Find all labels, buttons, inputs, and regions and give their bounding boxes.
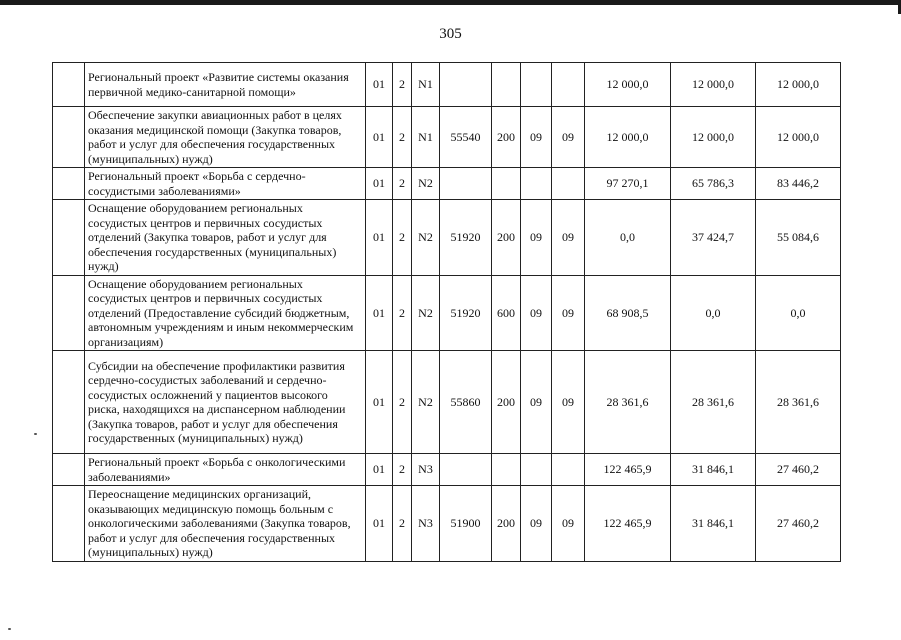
scan-top-border xyxy=(0,0,901,5)
row-description: Обеспечение закупки авиационных работ в целях оказания медицинской помощи (Закупка товаров, работ и услуг для обеспечения государственных (муниципальных) нужд) xyxy=(85,107,366,168)
row-description: Субсидии на обеспечение профилактики развития сердечно-сосудистых заболеваний и сердечно-сосудистых осложнений у пациентов высокого риска, находящихся на диспансерном наблюдении (Закупка товаров, работ и услуг для обеспечения государственных (муниципальных) нужд) xyxy=(85,351,366,454)
code-cell: N2 xyxy=(412,168,440,200)
code-cell: 51920 xyxy=(440,200,492,276)
code-cell: 09 xyxy=(521,351,552,454)
blank-cell xyxy=(53,107,85,168)
amount-cell: 68 908,5 xyxy=(585,275,671,351)
code-cell xyxy=(521,454,552,486)
code-cell: 51920 xyxy=(440,275,492,351)
code-cell: 01 xyxy=(366,351,393,454)
blank-cell xyxy=(53,351,85,454)
amount-cell: 27 460,2 xyxy=(756,454,841,486)
row-description: Оснащение оборудованием региональных сосудистых центров и первичных сосудистых отделений (Закупка товаров, работ и услуг для обеспечения государственных (муниципальных) нужд) xyxy=(85,200,366,276)
blank-cell xyxy=(53,200,85,276)
code-cell: N1 xyxy=(412,63,440,107)
code-cell xyxy=(440,168,492,200)
code-cell: 51900 xyxy=(440,486,492,562)
code-cell xyxy=(552,168,585,200)
code-cell: 55860 xyxy=(440,351,492,454)
amount-cell: 28 361,6 xyxy=(756,351,841,454)
scan-speck xyxy=(34,433,37,435)
code-cell: 200 xyxy=(492,486,521,562)
code-cell: 2 xyxy=(393,275,412,351)
amount-cell: 122 465,9 xyxy=(585,486,671,562)
amount-cell: 0,0 xyxy=(585,200,671,276)
table-row xyxy=(53,454,841,486)
code-cell: 2 xyxy=(393,200,412,276)
code-cell: 2 xyxy=(393,351,412,454)
code-cell: 01 xyxy=(366,275,393,351)
code-cell: 09 xyxy=(521,107,552,168)
row-description: Переоснащение медицинских организаций, оказывающих медицинскую помощь больным с онкологическими заболеваниями (Закупка товаров, работ и услуг для обеспечения государственных (муниципальных) нужд) xyxy=(85,486,366,562)
table-row xyxy=(53,486,841,562)
table-row xyxy=(53,200,841,276)
scan-speck xyxy=(8,628,11,630)
amount-cell: 122 465,9 xyxy=(585,454,671,486)
blank-cell xyxy=(53,454,85,486)
amount-cell: 12 000,0 xyxy=(671,63,756,107)
code-cell xyxy=(552,454,585,486)
code-cell: N2 xyxy=(412,351,440,454)
code-cell xyxy=(521,63,552,107)
amount-cell: 31 846,1 xyxy=(671,486,756,562)
code-cell: 2 xyxy=(393,168,412,200)
code-cell: N1 xyxy=(412,107,440,168)
code-cell: 200 xyxy=(492,200,521,276)
table-row xyxy=(53,168,841,200)
row-description: Региональный проект «Развитие системы оказания первичной медико-санитарной помощи» xyxy=(85,63,366,107)
amount-cell: 83 446,2 xyxy=(756,168,841,200)
code-cell xyxy=(552,63,585,107)
code-cell: 600 xyxy=(492,275,521,351)
code-cell xyxy=(440,454,492,486)
amount-cell: 12 000,0 xyxy=(671,107,756,168)
amount-cell: 12 000,0 xyxy=(585,63,671,107)
code-cell: 01 xyxy=(366,107,393,168)
amount-cell: 55 084,6 xyxy=(756,200,841,276)
amount-cell: 12 000,0 xyxy=(756,63,841,107)
code-cell: 09 xyxy=(521,486,552,562)
code-cell: 09 xyxy=(552,486,585,562)
code-cell: N2 xyxy=(412,275,440,351)
blank-cell xyxy=(53,275,85,351)
code-cell: 01 xyxy=(366,168,393,200)
code-cell: N3 xyxy=(412,454,440,486)
code-cell: 01 xyxy=(366,63,393,107)
code-cell: 09 xyxy=(552,351,585,454)
amount-cell: 97 270,1 xyxy=(585,168,671,200)
code-cell: N3 xyxy=(412,486,440,562)
code-cell: 200 xyxy=(492,107,521,168)
amount-cell: 27 460,2 xyxy=(756,486,841,562)
code-cell xyxy=(521,168,552,200)
budget-table xyxy=(52,62,841,562)
amount-cell: 28 361,6 xyxy=(671,351,756,454)
code-cell xyxy=(492,63,521,107)
code-cell xyxy=(492,454,521,486)
amount-cell: 28 361,6 xyxy=(585,351,671,454)
blank-cell xyxy=(53,486,85,562)
table-row xyxy=(53,63,841,107)
code-cell: 09 xyxy=(552,107,585,168)
blank-cell xyxy=(53,63,85,107)
code-cell: 2 xyxy=(393,63,412,107)
code-cell: 09 xyxy=(552,200,585,276)
row-description: Региональный проект «Борьба с онкологическими заболеваниями» xyxy=(85,454,366,486)
table-row xyxy=(53,275,841,351)
amount-cell: 0,0 xyxy=(756,275,841,351)
amount-cell: 12 000,0 xyxy=(585,107,671,168)
blank-cell xyxy=(53,168,85,200)
code-cell: 09 xyxy=(521,275,552,351)
table-row xyxy=(53,351,841,454)
page-number: 305 xyxy=(439,26,462,42)
code-cell xyxy=(440,63,492,107)
code-cell: 200 xyxy=(492,351,521,454)
code-cell: 2 xyxy=(393,107,412,168)
code-cell: 2 xyxy=(393,486,412,562)
amount-cell: 65 786,3 xyxy=(671,168,756,200)
code-cell: 09 xyxy=(521,200,552,276)
amount-cell: 12 000,0 xyxy=(756,107,841,168)
row-description: Региональный проект «Борьба с сердечно-сосудистыми заболеваниями» xyxy=(85,168,366,200)
row-description: Оснащение оборудованием региональных сосудистых центров и первичных сосудистых отделений (Предоставление субсидий бюджетным, автономным учреждениям и иным некоммерческим организациям) xyxy=(85,275,366,351)
code-cell: 01 xyxy=(366,200,393,276)
code-cell xyxy=(492,168,521,200)
amount-cell: 0,0 xyxy=(671,275,756,351)
amount-cell: 31 846,1 xyxy=(671,454,756,486)
code-cell: 09 xyxy=(552,275,585,351)
table-row xyxy=(53,107,841,168)
amount-cell: 37 424,7 xyxy=(671,200,756,276)
code-cell: 55540 xyxy=(440,107,492,168)
code-cell: 2 xyxy=(393,454,412,486)
code-cell: N2 xyxy=(412,200,440,276)
code-cell: 01 xyxy=(366,486,393,562)
code-cell: 01 xyxy=(366,454,393,486)
